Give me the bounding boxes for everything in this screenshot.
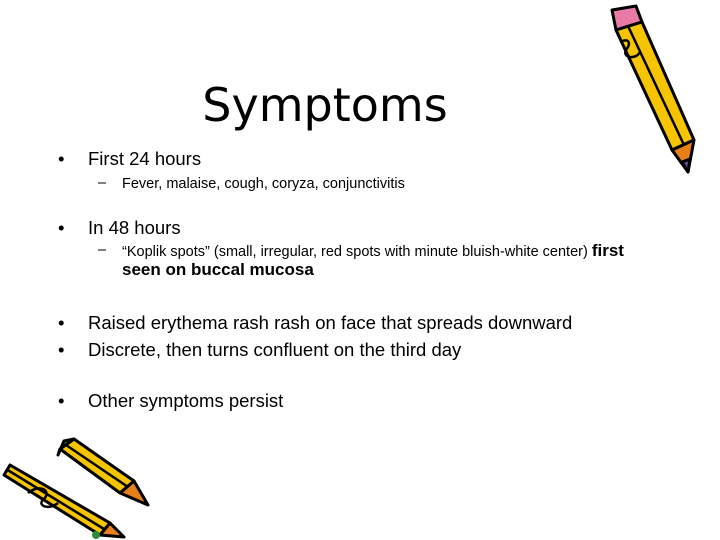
bullet-text: Raised erythema rash rash on face that spreads downward [88,312,573,333]
pencil-icon [596,2,720,178]
sub-bullet-tail: first seen on buccal mucosa [122,241,624,279]
bullet-text: Other symptoms persist [88,390,284,411]
pencil-icon [0,435,150,540]
bullet-symbol: • [58,339,65,360]
bullet-text: Discrete, then turns confluent on the third day [88,339,462,360]
bullet-symbol: • [58,148,65,169]
slide-title: Symptoms [202,78,448,132]
bullet-symbol: • [58,312,65,333]
sub-bullet-text: Fever, malaise, cough, coryza, conjunctivitis [122,176,405,192]
sub-bullet-symbol: – [98,175,107,191]
sub-bullet-lead: “Koplik spots” (small, irregular, red spots with minute bluish-white center) [122,244,588,260]
sub-bullet-symbol: – [98,242,107,258]
bullet-text: First 24 hours [88,148,202,169]
bullet-symbol: • [58,390,65,411]
bullet-symbol: • [58,217,65,238]
sub-bullet-text [122,242,652,280]
bullet-text: In 48 hours [88,217,181,238]
